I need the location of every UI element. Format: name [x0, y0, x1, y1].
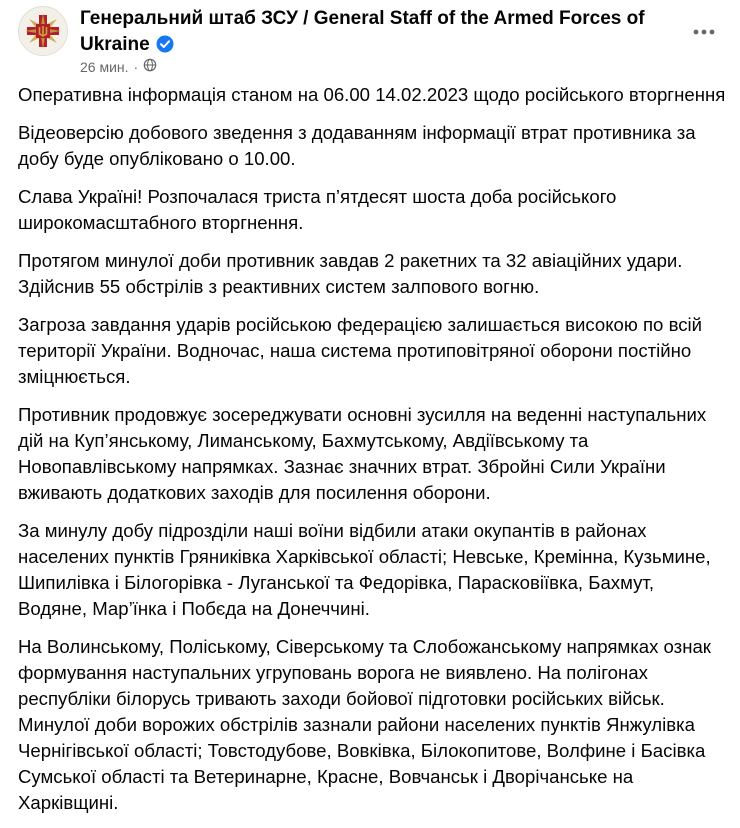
post-paragraph: За минулу добу підрозділи наші воїни відбили атаки окупантів в районах населених пунктів Гряниківка Харківської області; Невське, Кремінна, Кузьмине, Шипилівка і Білогорівка - Луганської та Федорівка, Парасковіївка, Бахмут, Водяне, Мар’їнка і Побєда на Донеччині. [18, 520, 711, 619]
post-paragraph: Загроза завдання ударів російською федерацією залишається високою по всій території України. Водночас, наша система протиповітряної оборони постійно зміцнюється. [18, 314, 703, 387]
verified-badge-icon [156, 35, 174, 61]
post-header [18, 6, 722, 75]
general-staff-emblem-icon [19, 7, 67, 55]
post-paragraph: Слава Україні! Розпочалася триста п’ятдесят шоста доба російського широкомасштабного вторгнення. [18, 186, 617, 233]
post-timestamp[interactable]: 26 мин. [80, 59, 129, 75]
post-paragraph: Противник продовжує зосереджувати основні зусилля на веденні наступальних дій на Куп’янському, Лиманському, Бахмутському, Авдіївському та Новопавлівському напрямках. Зазнає значних втрат. Збройні Сили України вживають додаткових заходів для посилення оборони. [18, 404, 707, 503]
post-paragraph: На Волинському, Поліському, Сіверському та Слобожанському напрямках ознак формування наступальних угруповань ворога не виявлено. На полігонах республіки білорусь тривають заходи бойової підготовки російських військ. Минулої доби ворожих обстрілів зазнали райони населених пунктів Янжулівка Чернігівської області; Товстодубове, Вовківка, Білокопитове, Волфине і Басівка Сумської області та Ветеринарне, Красне, Вовчанськ і Дворічанське на Харківщині. [18, 636, 711, 813]
more-options-icon [692, 29, 716, 35]
post-paragraph: Оперативна інформація станом на 06.00 14.02.2023 щодо російського вторгнення [18, 84, 726, 105]
page-name-text[interactable]: Генеральний штаб ЗСУ / General Staff of the Armed Forces of Ukraine [80, 8, 645, 55]
page-avatar[interactable] [18, 6, 68, 56]
globe-icon[interactable] [143, 58, 157, 76]
post-paragraph: Відеоверсію добового зведення з додаванням інформації втрат противника за добу буде опубліковано о 10.00. [18, 122, 696, 169]
page-name[interactable] [80, 6, 660, 61]
post-paragraph: Протягом минулої доби противник завдав 2 ракетних та 32 авіаційних удари. Здійснив 55 обстрілів з реактивних систем залпового вогню. [18, 250, 683, 297]
post-meta [80, 58, 157, 76]
post-body [18, 82, 726, 828]
meta-separator: · [133, 59, 139, 75]
more-options-button[interactable] [686, 14, 722, 50]
